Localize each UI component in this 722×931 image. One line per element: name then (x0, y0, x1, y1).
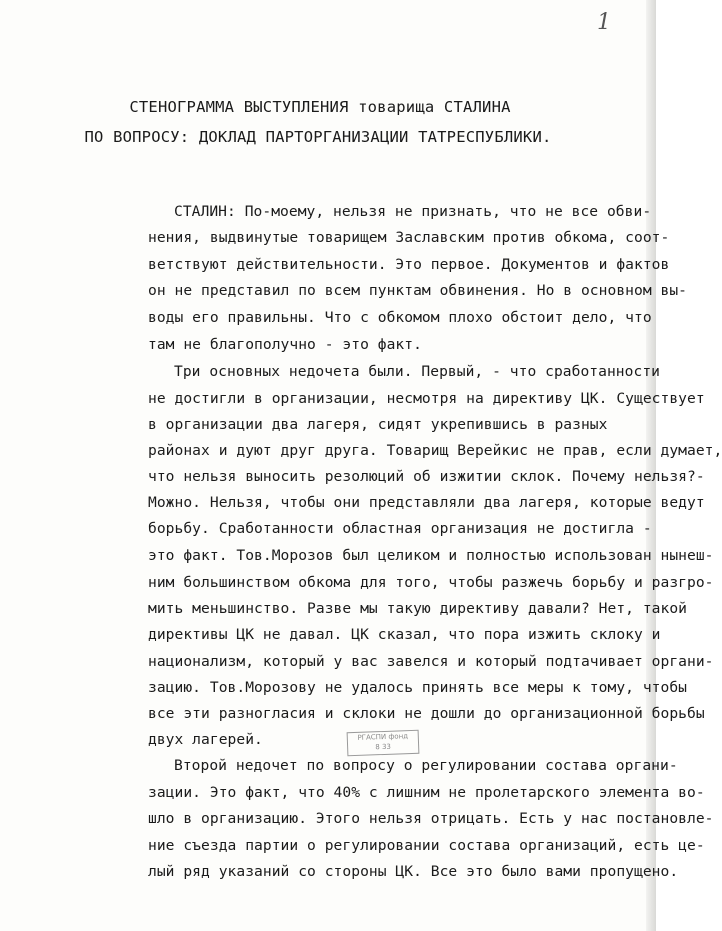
body-line: все эти разногласия и склоки не дошли до организационной борьбы (148, 705, 705, 722)
body-line: это факт. Тов.Морозов был целиком и полностью использован нынеш- (148, 547, 714, 564)
body-line: лый ряд указаний со стороны ЦК. Все это было вами пропущено. (148, 863, 679, 880)
body-line: директивы ЦК не давал. ЦК сказал, что пора изжить склоку и (148, 626, 661, 643)
body-line: мить меньшинство. Разве мы такую директиву давали? Нет, такой (148, 600, 688, 617)
body-line: шло в организацию. Этого нельзя отрицать. Есть у нас постановле- (148, 810, 714, 827)
body-line: ним большинством обкома для того, чтобы разжечь борьбу и разгро- (148, 574, 714, 591)
body-line: нения, выдвинутые товарищем Заславским против обкома, соот- (148, 229, 670, 246)
body-line: в организации два лагеря, сидят укрепившись в разных (148, 416, 608, 433)
body-line: он не представил по всем пунктам обвинения. Но в основном вы- (148, 282, 688, 299)
body-line: воды его правильны. Что с обкомом плохо обстоит дело, что (148, 309, 652, 326)
body-line: районах и дуют друг друга. Товарищ Верейкис не прав, если думает, (148, 442, 722, 459)
body-line: ние съезда партии о регулировании состава организаций, есть це- (148, 837, 705, 854)
archive-stamp (347, 730, 420, 756)
body-line: ветствуют действительности. Это первое. Документов и фактов (148, 256, 670, 273)
body-line: национализм, который у вас завелся и который подтачивает органи- (148, 653, 714, 670)
stamp-line-1: РГАСПИ фонд (357, 732, 409, 742)
body-line: борьбу. Сработанности областная организация не достигла - (148, 520, 652, 537)
page-number: 1 (597, 10, 611, 35)
body-line: СТАЛИН: По-моему, нельзя не признать, что не все обви- (174, 203, 652, 220)
document-title-line-1: СТЕНОГРАММА ВЫСТУПЛЕНИЯ товарища СТАЛИНА (129, 98, 511, 116)
body-line: двух лагерей. (148, 731, 263, 748)
body-line: Три основных недочета были. Первый, - что сработанности (174, 363, 660, 380)
body-line: зации. Это факт, что 40% с лишним не пролетарского элемента во- (148, 784, 705, 801)
body-line: Можно. Нельзя, чтобы они представляли два лагеря, которые ведут (148, 494, 705, 511)
body-line: Второй недочет по вопросу о регулировании состава органи- (174, 757, 678, 774)
stamp-line-2: 8 33 (375, 742, 392, 752)
body-line: не достигли в организации, несмотря на директиву ЦК. Существует (148, 390, 705, 407)
body-line: что нельзя выносить резолюций об изжитии склок. Почему нельзя?- (148, 468, 705, 485)
body-line: там не благополучно - это факт. (148, 336, 422, 353)
body-line: зацию. Тов.Морозову не удалось принять все меры к тому, чтобы (148, 679, 688, 696)
document-title-line-2: ПО ВОПРОСУ: ДОКЛАД ПАРТОРГАНИЗАЦИИ ТАТРЕСПУБЛИКИ. (84, 128, 552, 146)
